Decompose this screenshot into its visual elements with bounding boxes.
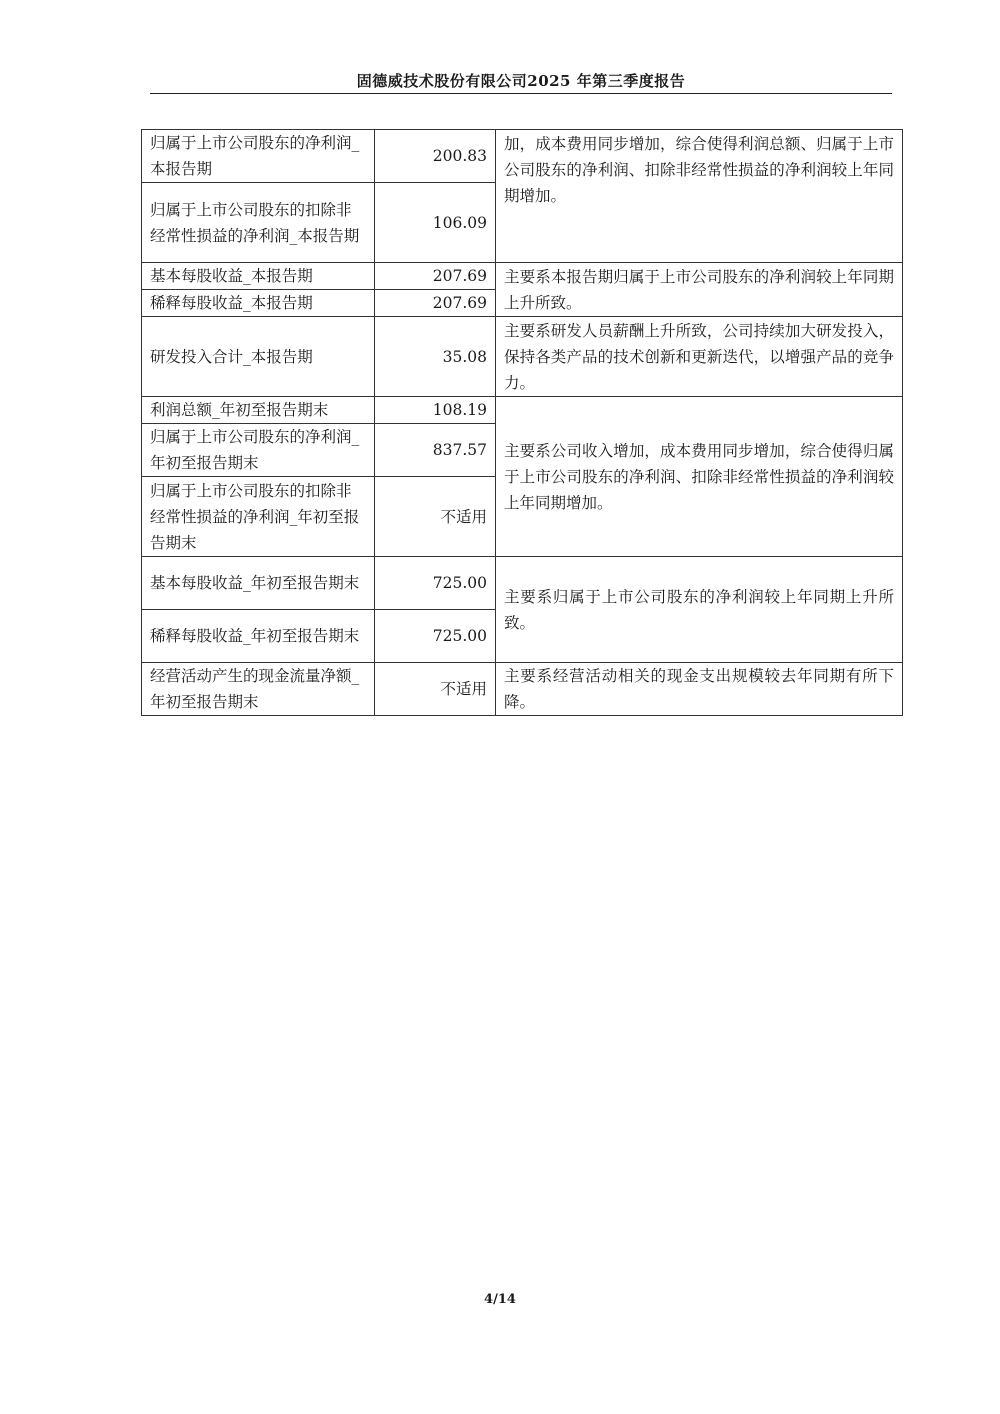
header-divider: [150, 93, 892, 94]
item-cell: 稀释每股收益_本报告期: [142, 290, 375, 317]
item-cell: 基本每股收益_本报告期: [142, 263, 375, 290]
item-cell: 稀释每股收益_年初至报告期末: [142, 610, 375, 663]
value-cell: 207.69: [375, 263, 496, 290]
table-row: [142, 557, 903, 610]
table-row: [142, 263, 903, 290]
table-row: [142, 130, 903, 183]
table-row: [142, 663, 903, 716]
item-cell: 归属于上市公司股东的扣除非经常性损益的净利润_本报告期: [142, 183, 375, 263]
value-cell: 不适用: [375, 477, 496, 557]
report-header-title: 固德威技术股份有限公司2025 年第三季度报告: [356, 72, 686, 90]
page-number: 4/14: [484, 1292, 516, 1307]
item-cell: 归属于上市公司股东的净利润_年初至报告期末: [142, 424, 375, 477]
table-row: [142, 317, 903, 397]
item-cell: 利润总额_年初至报告期末: [142, 397, 375, 424]
reason-cell: 主要系经营活动相关的现金支出规模较去年同期有所下降。: [496, 663, 903, 716]
reason-cell: 加，成本费用同步增加，综合使得利润总额、归属于上市公司股东的净利润、扣除非经常性损益的净利润较上年同期增加。: [496, 130, 903, 263]
item-cell: 归属于上市公司股东的净利润_本报告期: [142, 130, 375, 183]
value-cell: 725.00: [375, 610, 496, 663]
reason-cell: 主要系本报告期归属于上市公司股东的净利润较上年同期上升所致。: [496, 263, 903, 317]
value-cell: 200.83: [375, 130, 496, 183]
item-cell: 归属于上市公司股东的扣除非经常性损益的净利润_年初至报告期末: [142, 477, 375, 557]
value-cell: 35.08: [375, 317, 496, 397]
value-cell: 725.00: [375, 557, 496, 610]
financial-changes-table: [141, 129, 903, 716]
table-row: [142, 397, 903, 424]
value-cell: 837.57: [375, 424, 496, 477]
reason-cell: 主要系研发人员薪酬上升所致，公司持续加大研发投入，保持各类产品的技术创新和更新迭代，以增强产品的竞争力。: [496, 317, 903, 397]
value-cell: 106.09: [375, 183, 496, 263]
value-cell: 不适用: [375, 663, 496, 716]
reason-cell: 主要系公司收入增加，成本费用同步增加，综合使得归属于上市公司股东的净利润、扣除非经常性损益的净利润较上年同期增加。: [496, 397, 903, 557]
item-cell: 研发投入合计_本报告期: [142, 317, 375, 397]
value-cell: 108.19: [375, 397, 496, 424]
reason-cell: 主要系归属于上市公司股东的净利润较上年同期上升所致。: [496, 557, 903, 663]
value-cell: 207.69: [375, 290, 496, 317]
item-cell: 经营活动产生的现金流量净额_年初至报告期末: [142, 663, 375, 716]
item-cell: 基本每股收益_年初至报告期末: [142, 557, 375, 610]
